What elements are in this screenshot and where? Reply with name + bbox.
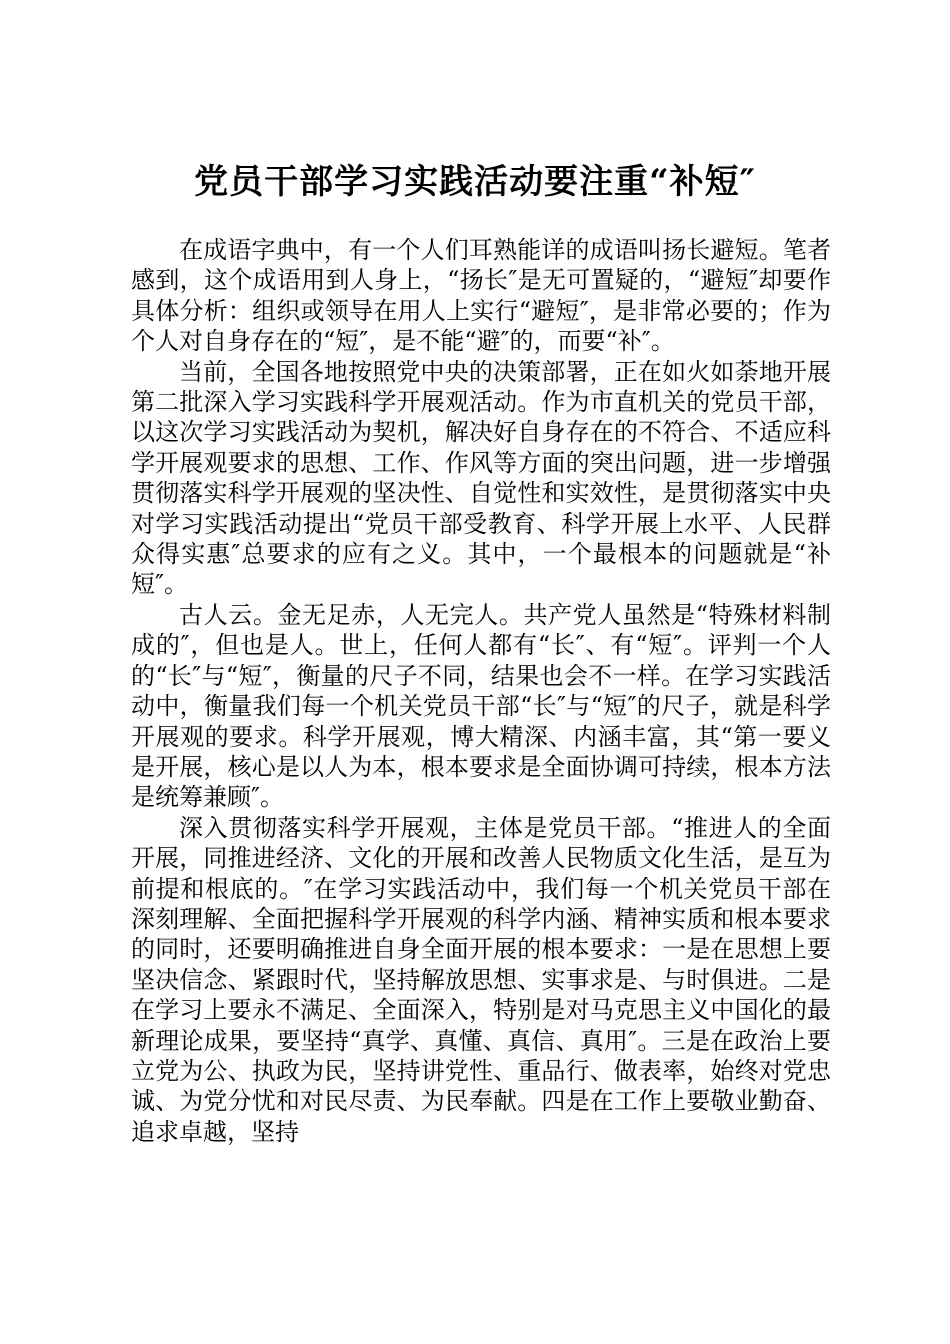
document-title: 党员干部学习实践活动要注重“补短″ xyxy=(194,162,756,202)
paragraph-3: 古人云。金无足赤，人无完人。共产党人虽然是“特殊材料制成的″，但也是人。世上，任何人都有“长″、有“短″。评判一个人的“长″与“短″，衡量的尺子不同，结果也会不一样。在学习实践活动中，衡量我们每一个机关党员干部“长″与“短″的尺子，就是科学开展观的要求。科学开展观，博大精深、内涵丰富，其“第一要义是开展，核心是以人为本，根本要求是全面协调可持续，根本方法是统筹兼顾″。 xyxy=(131,600,831,812)
paragraph-1: 在成语字典中，有一个人们耳熟能详的成语叫扬长避短。笔者感到，这个成语用到人身上，“扬长″是无可置疑的，“避短″却要作具体分析：组织或领导在用人上实行“避短″，是非常必要的；作为个人对自身存在的“短″，是不能“避″的，而要“补″。 xyxy=(131,236,831,356)
paragraph-2: 当前，全国各地按照党中央的决策部署，正在如火如荼地开展第二批深入学习实践科学开展观活动。作为市直机关的党员干部，以这次学习实践活动为契机，解决好自身存在的不符合、不适应科学开展观要求的思想、工作、作风等方面的突出问题，进一步增强贯彻落实科学开展观的坚决性、自觉性和实效性，是贯彻落实中央对学习实践活动提出“党员干部受教育、科学开展上水平、人民群众得实惠″总要求的应有之义。其中，一个最根本的问题就是“补短″。 xyxy=(131,357,831,599)
document-body xyxy=(131,235,831,1147)
paragraph-4: 深入贯彻落实科学开展观，主体是党员干部。“推进人的全面开展，同推进经济、文化的开展和改善人民物质文化生活，是互为前提和根底的。″在学习实践活动中，我们每一个机关党员干部在深刻理解、全面把握科学开展观的科学内涵、精神实质和根本要求的同时，还要明确推进自身全面开展的根本要求：一是在思想上要坚决信念、紧跟时代，坚持解放思想、实事求是、与时俱进。二是在学习上要永不满足、全面深入，特别是对马克思主义中国化的最新理论成果，要坚持“真学、真懂、真信、真用″。三是在政治上要立党为公、执政为民，坚持讲党性、重品行、做表率，始终对党忠诚、为党分忧和对民尽责、为民奉献。四是在工作上要敬业勤奋、追求卓越，坚持 xyxy=(131,813,831,1146)
